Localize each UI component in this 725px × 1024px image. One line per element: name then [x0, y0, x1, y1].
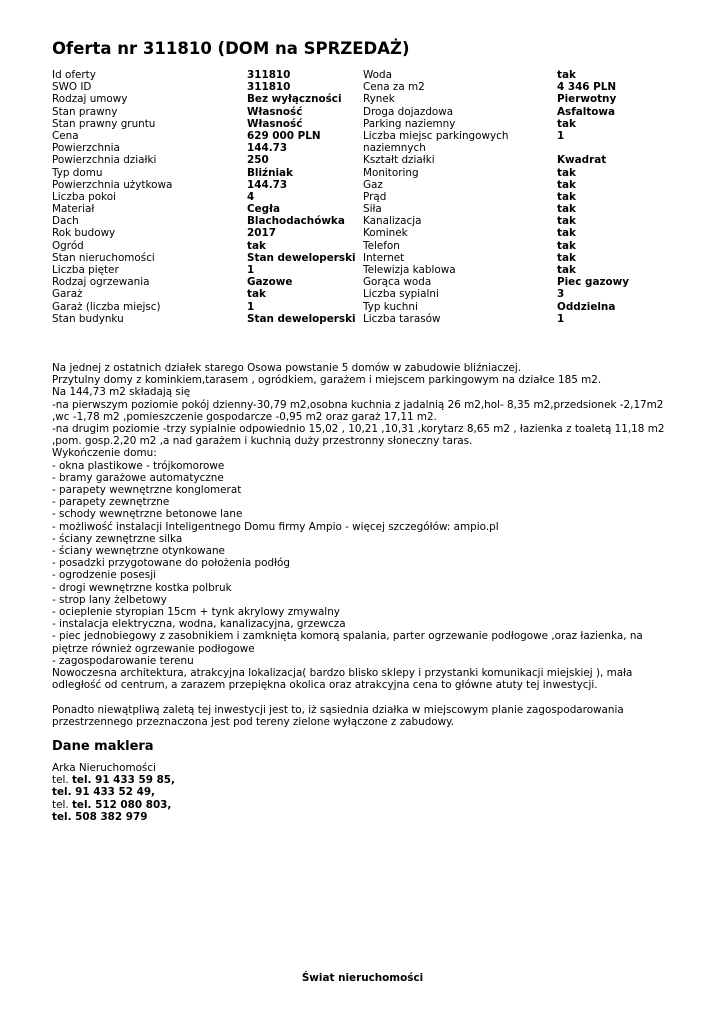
- right-property-value: Asfaltowa: [557, 105, 616, 118]
- left-property-label: Typ domu: [52, 166, 103, 179]
- left-property-value: Stan deweloperski: [247, 312, 356, 325]
- left-property-value: 250: [247, 154, 269, 167]
- right-property-label: Kanalizacja: [363, 215, 422, 228]
- broker-phone-prefix: tel.: [52, 774, 72, 787]
- offer-description: [52, 362, 672, 728]
- right-property-value: 3: [557, 288, 565, 301]
- broker-phone-row: [52, 786, 175, 798]
- right-property-label: Droga dojazdowa: [363, 105, 454, 118]
- left-property-value: 1: [247, 264, 255, 276]
- right-property-label: Liczba tarasów: [363, 312, 441, 325]
- description-line: -na drugim poziomie -trzy sypialnie odpowiednio 15,02 , 10,21 ,10,31 ,korytarz 8,65 m2 , łazienka z toaletą 11,18 m2 ,pom. gosp.2,20 m2 ,a nad garażem i kuchnią duży przestronny słoneczny taras.: [52, 423, 668, 448]
- description-line: - instalacja elektryczna, wodna, kanalizacyjna, grzewcza: [52, 618, 346, 631]
- left-property-label: Rok budowy: [52, 227, 116, 240]
- right-property-value: 1: [557, 312, 565, 325]
- properties-right-values: [557, 69, 677, 325]
- left-property-label: Stan prawny: [52, 105, 118, 118]
- right-property-value: Pierwotny: [557, 93, 617, 106]
- left-property-value: 311810: [247, 81, 291, 94]
- right-property-label: Liczba sypialni: [363, 288, 439, 301]
- right-property-value: tak: [557, 227, 576, 240]
- description-line: Przytulny domy z kominkiem,tarasem , ogródkiem, garażem i miejscem parkingowym na działce 185 m2.: [52, 374, 602, 387]
- right-property-value: 4 346 PLN: [557, 81, 617, 94]
- left-property-label: Powierzchnia użytkowa: [52, 178, 173, 191]
- right-property-value: tak: [557, 264, 576, 277]
- description-line: Wykończenie domu:: [52, 447, 157, 460]
- properties-left-values: [247, 69, 362, 325]
- description-line: - drogi wewnętrzne kostka polbruk: [52, 581, 232, 594]
- left-property-value: 2017: [247, 227, 276, 240]
- right-property-label: Gorąca woda: [363, 276, 432, 289]
- right-property-value: Oddzielna: [557, 300, 616, 313]
- right-property-value: tak: [557, 69, 576, 81]
- description-line: Na 144,73 m2 składają się: [52, 386, 191, 399]
- left-property-value: 144.73: [247, 142, 288, 155]
- broker-details: [52, 762, 175, 823]
- left-property-label: Rodzaj ogrzewania: [52, 276, 150, 289]
- properties-left-labels: [52, 69, 247, 325]
- left-property-label: Garaż (liczba miejsc): [52, 300, 161, 313]
- right-property-label: Gaz: [363, 178, 383, 191]
- broker-section-title: Dane maklera: [52, 739, 154, 754]
- right-property-label: Telewizja kablowa: [363, 264, 456, 277]
- description-line: - ściany wewnętrzne otynkowane: [52, 545, 225, 558]
- right-property-label: Telefon: [363, 239, 400, 252]
- right-property-value: tak: [557, 190, 576, 203]
- left-property-label: Dach: [52, 215, 79, 228]
- description-line: - ogrodzenie posesji: [52, 569, 156, 582]
- left-property-label: Ogród: [52, 239, 84, 252]
- broker-phone-row: [52, 799, 175, 811]
- right-property-value: tak: [557, 215, 576, 228]
- description-line: Na jednej z ostatnich działek starego Osowa powstanie 5 domów w zabudowie bliźniaczej.: [52, 362, 522, 374]
- left-property-label: Powierzchnia działki: [52, 154, 157, 167]
- properties-right-labels: [363, 69, 558, 325]
- page-footer: Świat nieruchomości: [301, 972, 424, 984]
- description-line: - ściany zewnętrzne silka: [52, 532, 183, 545]
- left-property-value: 311810: [247, 69, 291, 81]
- right-property-value: tak: [557, 251, 576, 264]
- broker-phone-row: [52, 811, 175, 823]
- right-property-label: Woda: [363, 69, 392, 81]
- right-property-label: Typ kuchni: [363, 300, 418, 313]
- left-property-label: Liczba pięter: [52, 264, 119, 276]
- right-property-label: Monitoring: [363, 166, 419, 179]
- description-line: - parapety zewnętrzne: [52, 496, 170, 509]
- left-property-value: 4: [247, 190, 255, 203]
- broker-phone-number: tel. 91 433 52 49,: [52, 786, 156, 799]
- right-property-value: tak: [557, 117, 576, 130]
- left-property-value: tak: [247, 239, 266, 252]
- broker-phone-number: tel. 91 433 59 85,: [71, 774, 175, 787]
- description-line: - parapety wewnętrzne konglomerat: [52, 484, 242, 497]
- left-property-label: SWO ID: [52, 81, 92, 94]
- description-line: - strop lany żelbetowy: [52, 593, 167, 606]
- left-property-value: Bez wyłączności: [247, 93, 342, 106]
- right-property-value: 1: [557, 129, 565, 142]
- description-line: Ponadto niewątpliwą zaletą tej inwestycji jest to, iż sąsiednia działka w miejscowym planie zagospodarowania przestrzennego przeznaczona jest pod tereny zielone wyłączone z zabudowy.: [52, 703, 628, 728]
- right-property-value: tak: [557, 239, 576, 252]
- right-property-value: Kwadrat: [557, 154, 607, 167]
- right-property-label: Kształt działki: [363, 154, 435, 167]
- right-property-label: Liczba miejsc parkingowych naziemnych: [363, 129, 509, 155]
- description-gap: [52, 691, 672, 703]
- left-property-value: tak: [247, 288, 266, 301]
- left-property-value: Własność: [247, 105, 303, 118]
- left-property-value: Cegła: [247, 203, 280, 216]
- left-property-label: Powierzchnia: [52, 142, 120, 155]
- description-line: - okna plastikowe - trójkomorowe: [52, 459, 225, 472]
- right-property-label: Siła: [363, 203, 382, 216]
- right-property-label: Prąd: [363, 190, 387, 203]
- description-line: - możliwość instalacji Inteligentnego Domu firmy Ampio - więcej szczegółów: ampio.pl: [52, 520, 499, 533]
- broker-phone-number: tel. 508 382 979: [52, 810, 148, 823]
- left-property-label: Materiał: [52, 203, 95, 216]
- right-property-label: Internet: [363, 251, 405, 264]
- description-line: - piec jednobiegowy z zasobnikiem i zamknięta komorą spalania, parter ogrzewanie podłogowe ,oraz łazienka, na piętrze również ogrzewanie podłogowe: [52, 630, 647, 655]
- right-property-label: Kominek: [363, 227, 408, 240]
- description-line: -na pierwszym poziomie pokój dzienny-30,79 m2,osobna kuchnia z jadalnią 26 m2,hol- 8,35 m2,przedsionek -2,17m2 ,wc -1,78 m2 ,pomieszczenie gospodarcze -0,95 m2 oraz garaż 17,11 m2.: [52, 398, 667, 423]
- left-property-value: Własność: [247, 117, 303, 130]
- right-property-value: tak: [557, 203, 576, 216]
- description-line: Nowoczesna architektura, atrakcyjna lokalizacja( bardzo blisko sklepy i przystanki komunikacji miejskiej ), mała odległość od centrum, a zarazem przepiękna okolica oraz atrakcyjna cena to główne atuty tej inwestycji.: [52, 667, 636, 692]
- broker-phone-row: [52, 774, 175, 786]
- right-property-label: Rynek: [363, 93, 395, 106]
- offer-title: Oferta nr 311810 (DOM na SPRZEDAŻ): [52, 39, 410, 58]
- left-property-label: Cena: [52, 129, 79, 142]
- broker-phone-number: tel. 512 080 803,: [71, 798, 172, 811]
- right-property-value: Piec gazowy: [557, 276, 630, 289]
- broker-company: Arka Nieruchomości: [52, 762, 156, 774]
- description-line: - schody wewnętrzne betonowe lane: [52, 508, 243, 521]
- right-property-label: Cena za m2: [363, 81, 425, 94]
- right-property-label: Parking naziemny: [363, 117, 456, 130]
- left-property-label: Garaż: [52, 288, 83, 301]
- right-property-value: tak: [557, 178, 576, 191]
- right-property-value: tak: [557, 166, 576, 179]
- left-property-value: 144.73: [247, 178, 288, 191]
- left-property-value: Stan deweloperski: [247, 251, 356, 264]
- left-property-label: Liczba pokoi: [52, 190, 116, 203]
- left-property-value: Bliźniak: [247, 166, 293, 179]
- left-property-value: Blachodachówka: [247, 215, 345, 228]
- left-property-value: 1: [247, 300, 255, 313]
- left-property-label: Stan prawny gruntu: [52, 117, 156, 130]
- broker-phone-prefix: tel.: [52, 798, 72, 811]
- left-property-label: Id oferty: [52, 69, 96, 81]
- description-line: - zagospodarowanie terenu: [52, 654, 194, 667]
- description-line: - ocieplenie styropian 15cm + tynk akrylowy zmywalny: [52, 606, 340, 619]
- left-property-label: Stan nieruchomości: [52, 251, 155, 264]
- description-line: - posadzki przygotowane do położenia podłóg: [52, 557, 291, 570]
- left-property-label: Rodzaj umowy: [52, 93, 128, 106]
- left-property-value: Gazowe: [247, 276, 293, 289]
- description-line: - bramy garażowe automatyczne: [52, 471, 224, 484]
- left-property-value: 629 000 PLN: [247, 129, 321, 142]
- left-property-label: Stan budynku: [52, 312, 124, 325]
